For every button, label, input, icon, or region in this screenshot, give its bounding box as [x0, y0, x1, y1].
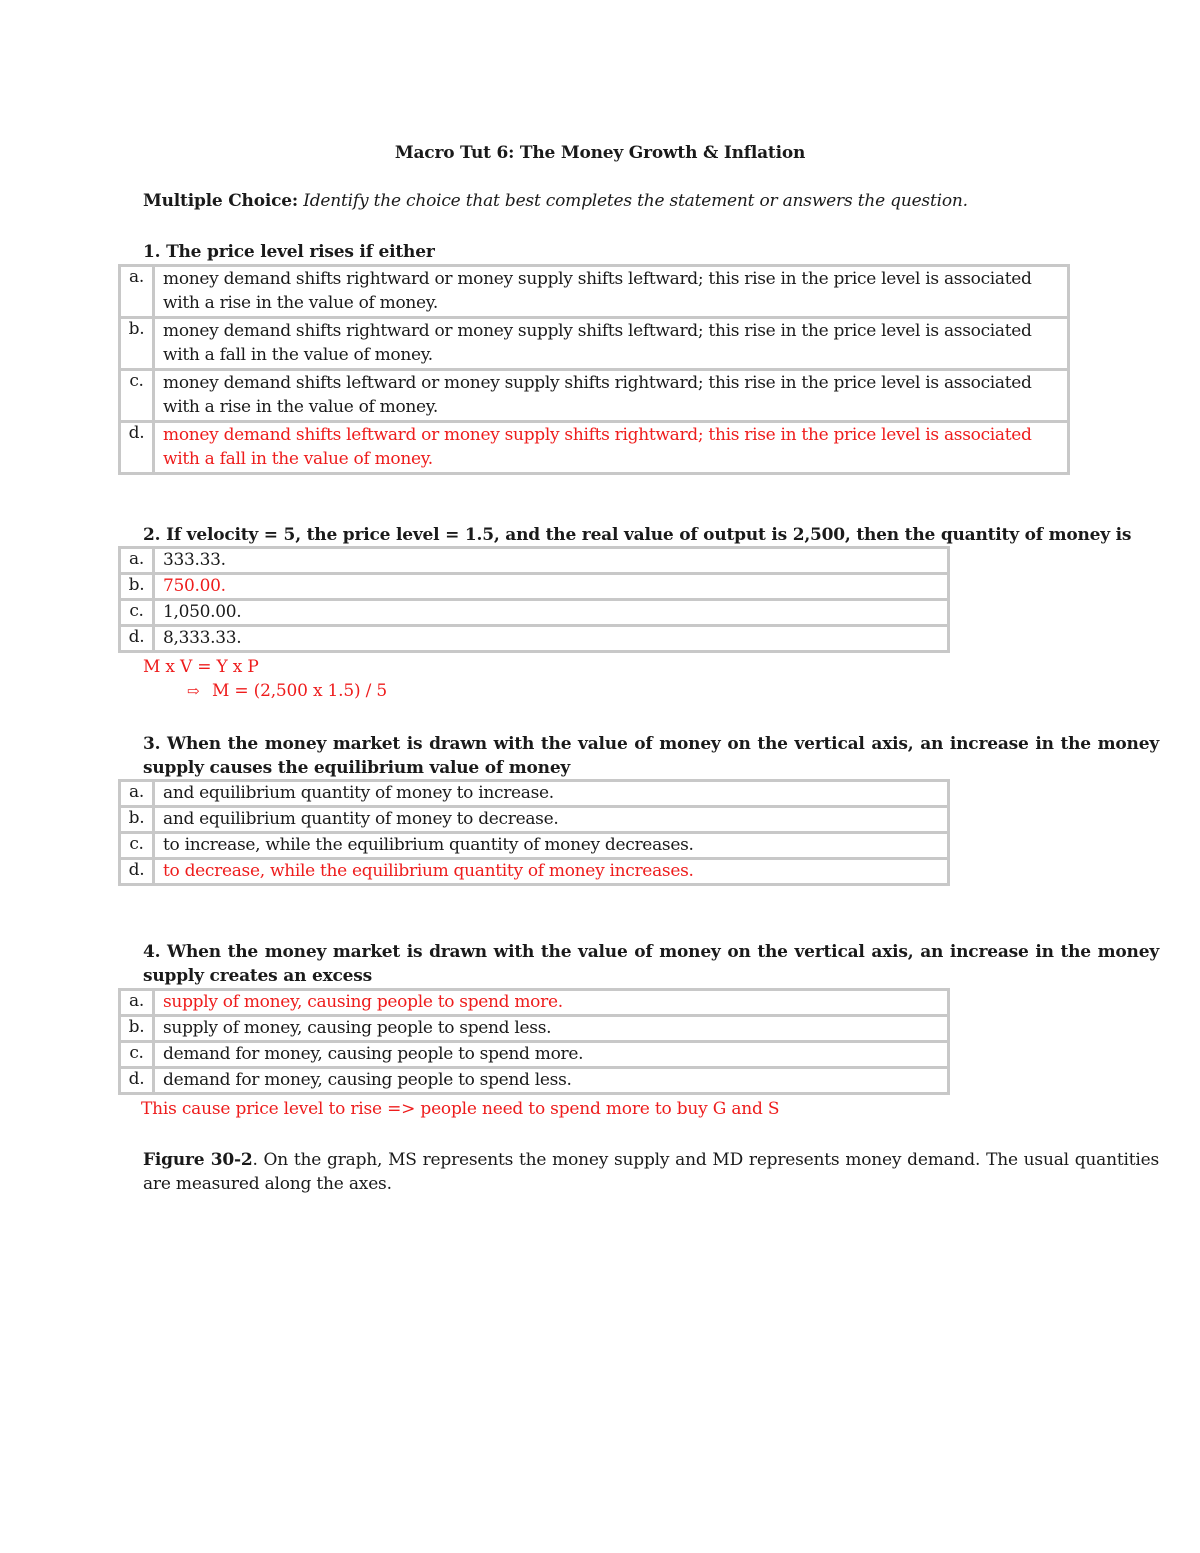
option-text-answer: money demand shifts leftward or money supply shifts rightward; this rise in the price level is associated with a fall in the value of money. [154, 422, 1069, 474]
question-2-options [118, 546, 950, 653]
option-row[interactable] [120, 1068, 949, 1094]
option-text: 8,333.33. [154, 626, 949, 652]
option-row[interactable] [120, 807, 949, 833]
option-row[interactable] [120, 266, 1069, 318]
option-text: demand for money, causing people to spend more. [154, 1042, 949, 1068]
option-letter: a. [120, 781, 154, 807]
option-letter: c. [120, 600, 154, 626]
option-letter: a. [120, 266, 154, 318]
question-4-options [118, 988, 950, 1095]
option-text: 333.33. [154, 548, 949, 574]
option-letter: c. [120, 370, 154, 422]
option-row[interactable] [120, 833, 949, 859]
option-letter: a. [120, 548, 154, 574]
working-note-equation: M x V = Y x P [143, 657, 259, 677]
option-text: money demand shifts rightward or money supply shifts leftward; this rise in the price level is associated with a rise in the value of money. [154, 266, 1069, 318]
option-text-answer: 750.00. [154, 574, 949, 600]
implies-arrow-icon: ⇨ [187, 682, 200, 700]
option-letter: d. [120, 422, 154, 474]
option-row-correct[interactable] [120, 574, 949, 600]
question-1-stem: 1. The price level rises if either [143, 242, 435, 262]
option-row-correct[interactable] [120, 859, 949, 885]
question-4-stem: 4. When the money market is drawn with the value of money on the vertical axis, an increase in the money supply creates an excess [143, 942, 1159, 986]
option-letter: b. [120, 318, 154, 370]
option-text: 1,050.00. [154, 600, 949, 626]
option-row[interactable] [120, 370, 1069, 422]
option-text: and equilibrium quantity of money to increase. [154, 781, 949, 807]
option-text: to increase, while the equilibrium quantity of money decreases. [154, 833, 949, 859]
option-text-answer: supply of money, causing people to spend more. [154, 990, 949, 1016]
option-text: money demand shifts leftward or money supply shifts rightward; this rise in the price level is associated with a rise in the value of money. [154, 370, 1069, 422]
working-note-solution: M = (2,500 x 1.5) / 5 [212, 681, 387, 701]
option-row[interactable] [120, 781, 949, 807]
option-row[interactable] [120, 600, 949, 626]
option-row-correct[interactable] [120, 990, 949, 1016]
question-1-options [118, 264, 1070, 475]
option-letter: d. [120, 1068, 154, 1094]
option-row[interactable] [120, 1016, 949, 1042]
option-text: and equilibrium quantity of money to decrease. [154, 807, 949, 833]
instructions [143, 191, 968, 211]
option-row[interactable] [120, 548, 949, 574]
option-row[interactable] [120, 318, 1069, 370]
option-row[interactable] [120, 1042, 949, 1068]
instructions-text: Identify the choice that best completes the statement or answers the question. [303, 191, 968, 211]
figure-text: . On the graph, MS represents the money supply and MD represents money demand. The usual quantities are measured along the axes. [143, 1150, 1159, 1194]
option-letter: d. [120, 859, 154, 885]
option-text-answer: to decrease, while the equilibrium quantity of money increases. [154, 859, 949, 885]
option-letter: c. [120, 833, 154, 859]
option-letter: d. [120, 626, 154, 652]
option-row-correct[interactable] [120, 422, 1069, 474]
question-2-stem: 2. If velocity = 5, the price level = 1.5, and the real value of output is 2,500, then the quantity of money is [143, 525, 1132, 545]
working-note-explanation: This cause price level to rise => people need to spend more to buy G and S [141, 1099, 780, 1119]
option-text: money demand shifts rightward or money supply shifts leftward; this rise in the price level is associated with a fall in the value of money. [154, 318, 1069, 370]
option-letter: b. [120, 807, 154, 833]
figure-caption [143, 1148, 1159, 1196]
option-text: demand for money, causing people to spend less. [154, 1068, 949, 1094]
option-letter: c. [120, 1042, 154, 1068]
page-title: Macro Tut 6: The Money Growth & Inflation [394, 143, 806, 163]
option-letter: a. [120, 990, 154, 1016]
question-3-stem: 3. When the money market is drawn with the value of money on the vertical axis, an increase in the money supply causes the equilibrium value of money [143, 734, 1159, 778]
figure-label: Figure 30-2 [143, 1150, 253, 1170]
option-letter: b. [120, 574, 154, 600]
option-letter: b. [120, 1016, 154, 1042]
option-text: supply of money, causing people to spend less. [154, 1016, 949, 1042]
question-3-options [118, 779, 950, 886]
option-row[interactable] [120, 626, 949, 652]
instructions-label: Multiple Choice: [143, 191, 298, 211]
